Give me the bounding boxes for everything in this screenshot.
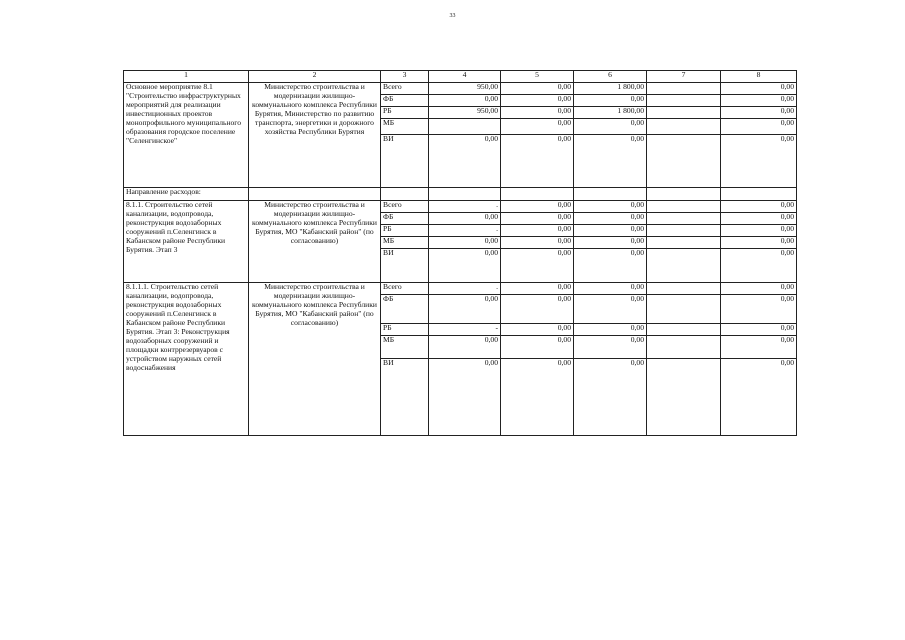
value-cell: 0,00 <box>501 359 574 436</box>
value-cell: . <box>429 283 501 295</box>
value-cell: 0,00 <box>574 336 647 359</box>
value-cell: 1 800,00 <box>574 107 647 119</box>
value-cell: 0,00 <box>721 324 797 336</box>
value-cell <box>647 249 721 283</box>
header-cell: 5 <box>501 71 574 83</box>
header-cell: 2 <box>249 71 381 83</box>
value-cell: 0,00 <box>429 135 501 188</box>
value-cell: 0,00 <box>501 324 574 336</box>
value-cell: 0,00 <box>574 249 647 283</box>
direction-label: Направление расходов: <box>124 188 249 201</box>
empty-cell <box>381 188 429 201</box>
value-cell: 0,00 <box>429 359 501 436</box>
value-cell: 0,00 <box>721 83 797 95</box>
value-cell <box>647 201 721 213</box>
empty-cell <box>501 188 574 201</box>
funding-source: МБ <box>381 119 429 135</box>
value-cell: 0,00 <box>721 295 797 324</box>
header-cell: 8 <box>721 71 797 83</box>
value-cell: 1 800,00 <box>574 83 647 95</box>
value-cell <box>647 213 721 225</box>
value-cell <box>647 135 721 188</box>
measure-title: Основное мероприятие 8.1 "Строительство инфраструктурных мероприятий для реализации инвестиционных проектов монопрофильного муниципального образования городское поселение "Селенгинское" <box>124 83 249 188</box>
value-cell: 0,00 <box>429 249 501 283</box>
page-number: 33 <box>449 13 456 19</box>
responsible-org: Министерство строительства и модернизации жилищно-коммунального комплекса Республики Бурятия, МО "Кабанский район" (по согласованию) <box>249 201 381 283</box>
value-cell: 0,00 <box>501 283 574 295</box>
value-cell: 0,00 <box>574 201 647 213</box>
responsible-org: Министерство строительства и модернизации жилищно-коммунального комплекса Республики Бурятия, МО "Кабанский район" (по согласованию) <box>249 283 381 436</box>
funding-source: РБ <box>381 225 429 237</box>
value-cell: 0,00 <box>501 237 574 249</box>
value-cell: 0,00 <box>574 135 647 188</box>
value-cell <box>647 83 721 95</box>
value-cell: 0,00 <box>501 295 574 324</box>
value-cell: 0,00 <box>429 213 501 225</box>
value-cell: 0,00 <box>721 213 797 225</box>
value-cell: - <box>429 324 501 336</box>
value-cell <box>647 237 721 249</box>
measure-title: 8.1.1. Строительство сетей канализации, водопровода, реконструкция водозаборных сооружений п.Селенгинск в Кабанском районе Республики Бурятия. Этап 3 <box>124 201 249 283</box>
value-cell: 0,00 <box>501 225 574 237</box>
empty-cell <box>647 188 721 201</box>
value-cell: 0,00 <box>574 225 647 237</box>
value-cell: 0,00 <box>501 95 574 107</box>
empty-cell <box>721 188 797 201</box>
value-cell: 0,00 <box>574 359 647 436</box>
value-cell: 0,00 <box>574 237 647 249</box>
value-cell: 0,00 <box>501 201 574 213</box>
value-cell: . <box>429 225 501 237</box>
value-cell: 0,00 <box>501 107 574 119</box>
value-cell: 0,00 <box>574 295 647 324</box>
funding-source: ВИ <box>381 135 429 188</box>
value-cell: 0,00 <box>721 237 797 249</box>
value-cell: 0,00 <box>574 283 647 295</box>
value-cell <box>647 119 721 135</box>
value-cell <box>647 95 721 107</box>
table-row <box>124 83 797 95</box>
value-cell: 0,00 <box>574 95 647 107</box>
value-cell: 950,00 <box>429 107 501 119</box>
value-cell: 0,00 <box>721 225 797 237</box>
empty-cell <box>249 188 381 201</box>
empty-cell <box>429 188 501 201</box>
value-cell: 0,00 <box>429 237 501 249</box>
header-row <box>124 71 797 83</box>
header-cell: 7 <box>647 71 721 83</box>
funding-source: ВИ <box>381 359 429 436</box>
value-cell: 0,00 <box>721 283 797 295</box>
value-cell: 0,00 <box>429 295 501 324</box>
header-cell: 3 <box>381 71 429 83</box>
header-cell: 6 <box>574 71 647 83</box>
value-cell: 0,00 <box>721 249 797 283</box>
value-cell <box>647 107 721 119</box>
funding-source: МБ <box>381 336 429 359</box>
funding-source: Всего <box>381 283 429 295</box>
measure-title: 8.1.1.1. Строительство сетей канализации, водопровода, реконструкция водозаборных сооружений п.Селенгинск в Кабанском районе Республики Бурятия. Этап 3: Реконструкция водозаборных сооружений и площадки контррезервуаров с устройством наружных сетей водоснабжения <box>124 283 249 436</box>
value-cell: 0,00 <box>721 336 797 359</box>
value-cell: 0,00 <box>501 119 574 135</box>
value-cell: 950,00 <box>429 83 501 95</box>
value-cell: 0,00 <box>721 135 797 188</box>
value-cell: 0,00 <box>721 95 797 107</box>
value-cell: 0,00 <box>429 336 501 359</box>
table-row <box>124 201 797 213</box>
funding-source: ФБ <box>381 95 429 107</box>
funding-source: Всего <box>381 83 429 95</box>
funding-source: ФБ <box>381 295 429 324</box>
value-cell <box>647 324 721 336</box>
table-row <box>124 283 797 295</box>
funding-source: Всего <box>381 201 429 213</box>
value-cell: 0,00 <box>721 359 797 436</box>
value-cell <box>647 295 721 324</box>
value-cell: 0,00 <box>501 336 574 359</box>
funding-source: РБ <box>381 107 429 119</box>
value-cell: 0,00 <box>721 119 797 135</box>
funding-source: ФБ <box>381 213 429 225</box>
value-cell <box>647 359 721 436</box>
value-cell: 0,00 <box>574 119 647 135</box>
value-cell: 0,00 <box>721 107 797 119</box>
value-cell <box>647 225 721 237</box>
value-cell: 0,00 <box>574 213 647 225</box>
empty-cell <box>574 188 647 201</box>
header-cell: 1 <box>124 71 249 83</box>
value-cell <box>429 119 501 135</box>
value-cell: 0,00 <box>501 135 574 188</box>
value-cell: 0,00 <box>574 324 647 336</box>
value-cell <box>647 336 721 359</box>
responsible-org: Министерство строительства и модернизации жилищно-коммунального комплекса Республики Бурятия, Министерство по развитию транспорта, энергетики и дорожного хозяйства Республики Бурятия <box>249 83 381 188</box>
value-cell: 0,00 <box>501 249 574 283</box>
value-cell: 0,00 <box>501 213 574 225</box>
value-cell: 0,00 <box>501 83 574 95</box>
value-cell: 0,00 <box>721 201 797 213</box>
budget-table <box>123 70 797 436</box>
funding-source: РБ <box>381 324 429 336</box>
funding-source: МБ <box>381 237 429 249</box>
table-row <box>124 188 797 201</box>
header-cell: 4 <box>429 71 501 83</box>
value-cell: . <box>429 201 501 213</box>
funding-source: ВИ <box>381 249 429 283</box>
value-cell: 0,00 <box>429 95 501 107</box>
value-cell <box>647 283 721 295</box>
